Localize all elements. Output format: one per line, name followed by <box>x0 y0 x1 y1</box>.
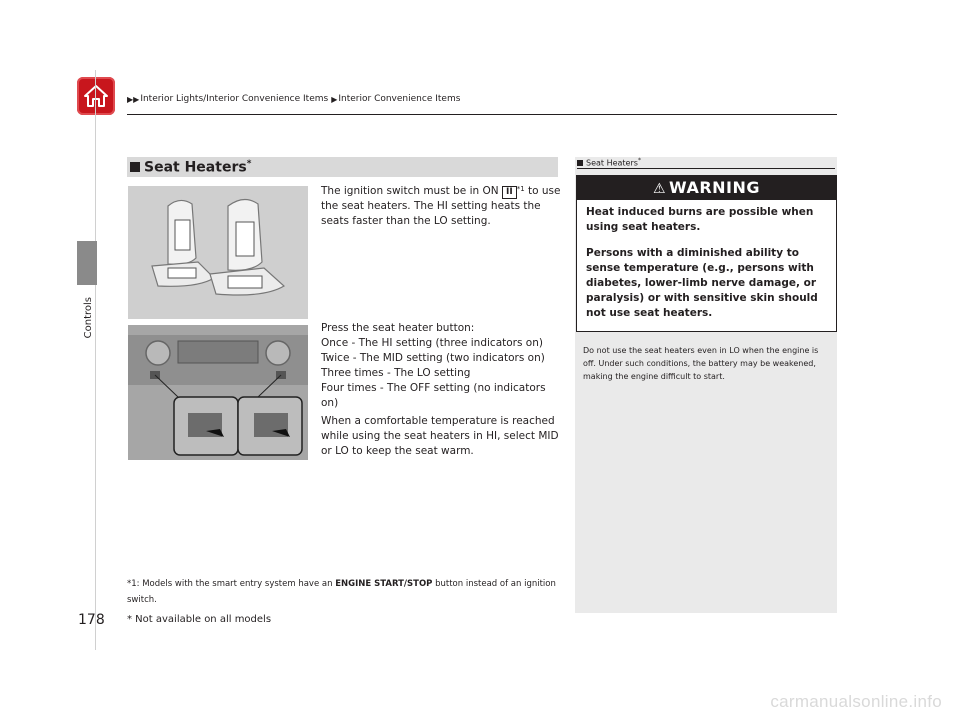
section-asterisk: * <box>246 159 252 169</box>
tip-paragraph: When a comfortable temperature is reached while using the seat heaters in HI, select MID or LO to keep the seat warm. <box>321 415 559 457</box>
instructions-lead: Press the seat heater button: <box>321 322 475 334</box>
note-body-text: Do not use the seat heaters even in LO when the engine is off. Under such conditions, the battery may be weakened, making the engine difficult to start. <box>583 346 819 381</box>
section-title <box>130 159 251 176</box>
footnote <box>127 576 567 608</box>
instructions-block <box>321 321 566 411</box>
breadcrumb-link-interior[interactable]: Interior Lights/Interior Convenience Items <box>140 94 329 104</box>
footnote-bold: ENGINE START/STOP <box>335 579 433 589</box>
margin-divider <box>95 70 96 650</box>
footnote-prefix: *1: Models with the smart entry system have an <box>127 579 333 589</box>
home-icon <box>83 84 109 108</box>
seat-illustration <box>127 185 309 320</box>
footnote-suffix: button instead of an ignition switch. <box>127 579 556 605</box>
breadcrumb <box>127 94 463 104</box>
breadcrumb-arrow-icon: ▶ <box>331 94 338 104</box>
breadcrumb-arrow-icon: ▶▶ <box>127 94 140 104</box>
intro-text-part1: The ignition switch must be in ON <box>321 185 499 197</box>
note-panel-asterisk: * <box>637 157 641 164</box>
availability-note: * Not available on all models <box>127 614 272 625</box>
home-button[interactable] <box>77 77 115 115</box>
warning-box <box>576 175 837 332</box>
breadcrumb-link-convenience[interactable]: Interior Convenience Items <box>338 94 461 104</box>
warning-text: Heat induced burns are possible when using seat heaters. <box>586 206 814 233</box>
header-rule <box>127 114 837 115</box>
watermark: carmanualsonline.info <box>770 692 942 711</box>
note-panel-header <box>577 157 641 168</box>
section-square-icon <box>130 162 140 172</box>
ignition-mode-badge: II <box>502 186 517 199</box>
instruction-step: Four times - The OFF setting (no indicators on) <box>321 382 546 409</box>
warning-header <box>577 176 836 200</box>
footnote-ref: *1 <box>516 185 525 193</box>
note-panel-rule <box>577 168 835 169</box>
reference-icon <box>577 160 583 166</box>
chapter-label: Controls <box>83 297 94 339</box>
instruction-step: Once - The HI setting (three indicators on) <box>321 337 543 349</box>
chapter-tab[interactable] <box>77 241 97 285</box>
section-title-text: Seat Heaters <box>144 159 247 176</box>
note-panel-title: Seat Heaters <box>586 158 638 168</box>
intro-paragraph <box>321 182 561 229</box>
instruction-step: Twice - The MID setting (two indicators on) <box>321 352 545 364</box>
console-illustration <box>127 324 309 461</box>
page-number: 178 <box>78 612 105 628</box>
warning-triangle-icon: ⚠ <box>652 181 667 197</box>
instruction-step: Three times - The LO setting <box>321 367 471 379</box>
warning-text: Persons with a diminished ability to sense temperature (e.g., persons with diabetes, lower-limb nerve damage, or paralysis) or with sensitive skin should not use seat heaters. <box>586 247 818 319</box>
intro-text-part2: to use the seat heaters. The HI setting heats the seats faster than the LO setting. <box>321 185 561 227</box>
warning-title: WARNING <box>669 178 761 197</box>
